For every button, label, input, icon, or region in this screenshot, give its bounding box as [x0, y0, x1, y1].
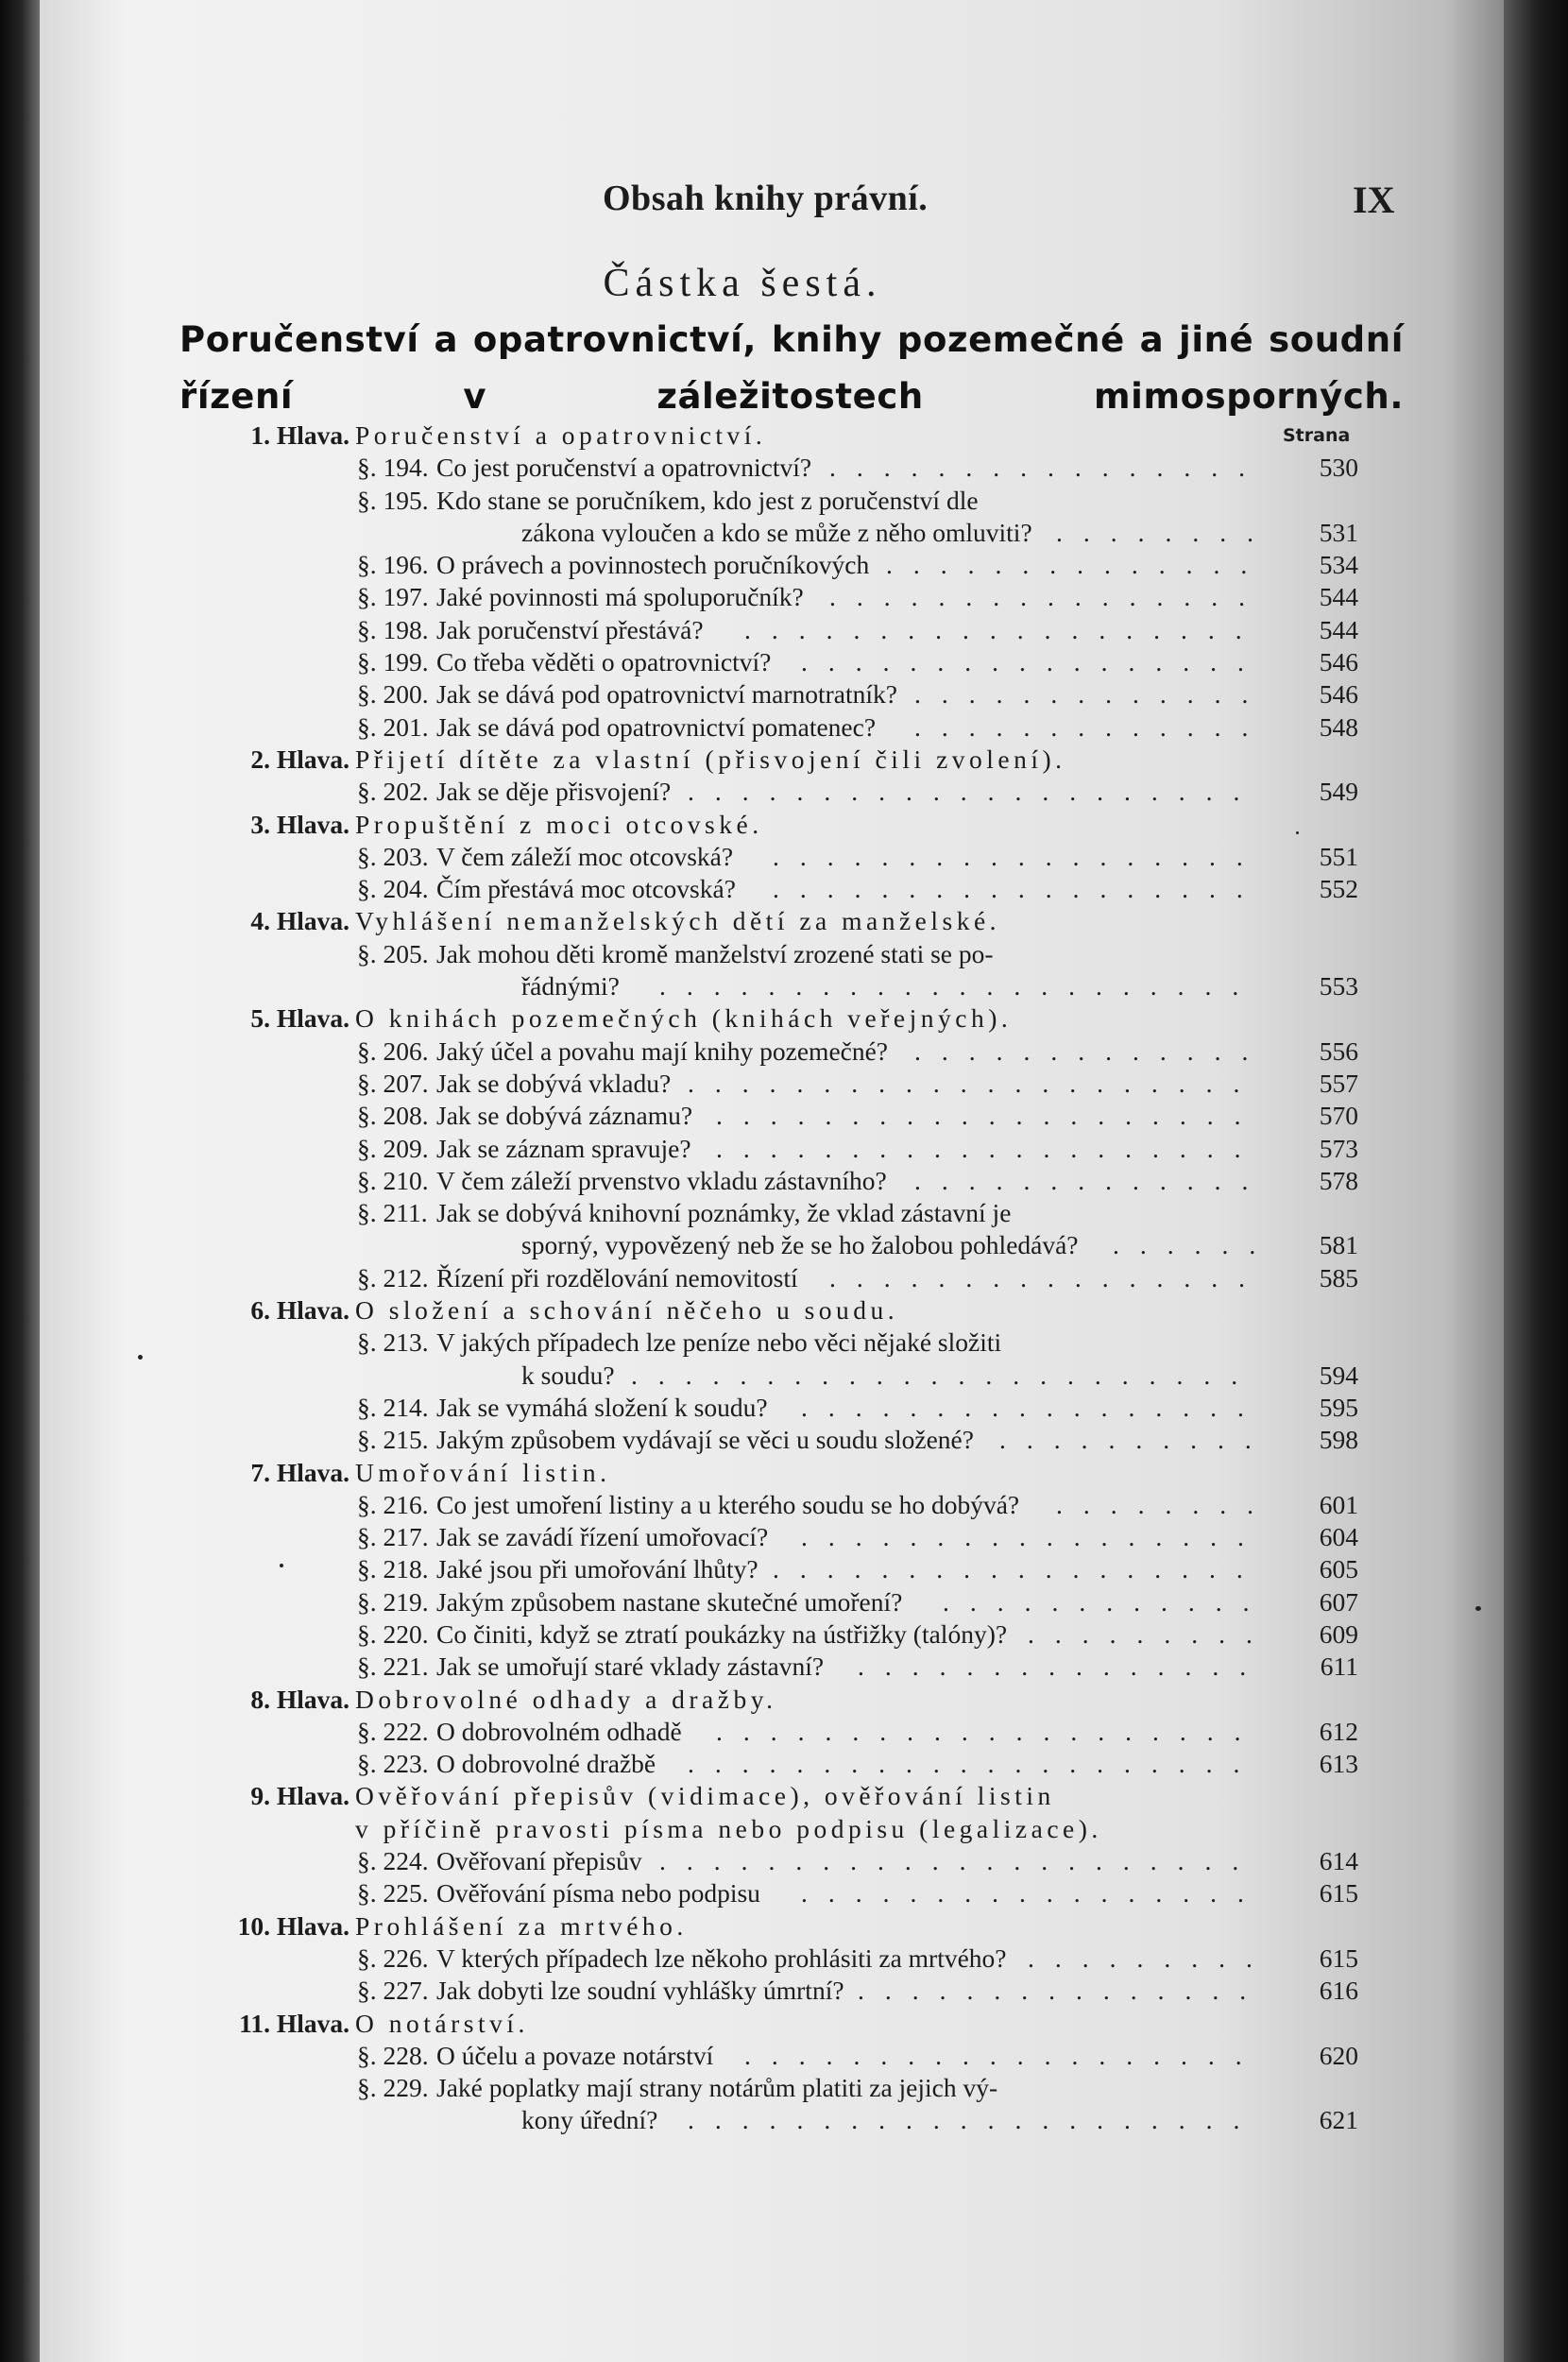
toc-row	[40, 1197, 1504, 1229]
section-title-continued: sporný, vypovězený neb že se ho žalobou pohledává?	[521, 1230, 1079, 1260]
section-page-number: 546	[1319, 679, 1358, 710]
page-number-roman: IX	[1353, 179, 1395, 221]
page-column-label: Strana	[1283, 425, 1351, 446]
toc-row	[40, 1457, 1504, 1489]
section-number: §. 215.	[357, 1425, 429, 1455]
chapter-number: 11. Hlava.	[239, 2008, 349, 2038]
section-title: Jak se děje přisvojení?	[436, 777, 672, 807]
toc-row	[40, 1165, 1504, 1197]
toc-row	[40, 841, 1504, 873]
toc-row	[40, 1586, 1504, 1618]
toc-row	[40, 1748, 1504, 1780]
section-number: §. 222.	[357, 1716, 429, 1746]
section-number: §. 205.	[357, 938, 429, 968]
section-title-continued: kony úřední?	[521, 2105, 658, 2135]
section-page-number: 578	[1319, 1165, 1358, 1195]
section-number: §. 219.	[357, 1586, 429, 1617]
toc-row	[40, 1036, 1504, 1068]
book-gutter-left	[0, 0, 40, 2362]
leader-dots: ......	[1113, 1230, 1277, 1260]
section-page-number: 615	[1319, 1878, 1358, 1908]
toc-row	[40, 1684, 1504, 1716]
toc-row	[40, 419, 1504, 452]
section-page-number: 594	[1319, 1360, 1358, 1390]
toc-row	[40, 744, 1504, 776]
section-title: Jak dobyti lze soudní vyhlášky úmrtní?	[436, 1976, 844, 2006]
leader-dots: .................	[801, 647, 1265, 677]
toc-row	[40, 809, 1504, 841]
chapter-title: O složení a schování něčeho u soudu.	[355, 1295, 899, 1326]
section-number: §. 226.	[357, 1943, 429, 1973]
section-number: §. 210.	[357, 1165, 429, 1195]
toc-row	[40, 581, 1504, 613]
section-page-number: 609	[1319, 1618, 1358, 1649]
chapter-title: O knihách pozemečných (knihách veřejných).	[355, 1003, 1013, 1034]
leader-dots: ....................	[716, 1133, 1262, 1163]
toc-row	[40, 1845, 1504, 1877]
leader-dots: .............	[914, 1165, 1270, 1195]
paper-speck	[138, 1355, 143, 1360]
leader-dots: .............	[914, 711, 1270, 742]
section-title: Jak se dává pod opatrovnictví marnotratník?	[436, 679, 897, 710]
section-page-number: 548	[1319, 711, 1358, 742]
section-page-number: 544	[1319, 614, 1358, 644]
chapter-title: Propuštění z moci otcovské.	[355, 809, 763, 839]
toc-row	[40, 1360, 1504, 1392]
section-number: §. 204.	[357, 874, 429, 904]
toc-row	[40, 549, 1504, 581]
section-title: Jak se dobývá knihovní poznámky, že vklad zástavní je	[436, 1198, 1012, 1228]
section-page-number: 556	[1319, 1036, 1358, 1066]
running-title: Obsah knihy právní.	[603, 179, 929, 218]
section-title: Ověřování písma nebo podpisu	[436, 1878, 760, 1908]
section-page-number: 551	[1319, 841, 1358, 871]
leader-dots: .................	[801, 1522, 1265, 1552]
leader-dots: ................	[829, 453, 1266, 483]
chapter-title: Umořování listin.	[355, 1457, 611, 1487]
toc-row	[40, 2104, 1504, 2136]
part-subtitle: Poručenství a opatrovnictví, knihy pozemečné a jiné soudní řízení v záležitostech mimosporných.	[179, 319, 1404, 417]
chapter-title: Ověřování přepisův (vidimace), ověřování listin	[355, 1781, 1055, 1811]
toc-row	[40, 1813, 1504, 1845]
section-title: O právech a povinnostech poručníkových	[436, 550, 870, 580]
section-page-number: 573	[1319, 1133, 1358, 1163]
toc-row	[40, 1910, 1504, 1943]
leader-dots: .......................	[631, 1360, 1259, 1390]
section-page-number: 607	[1319, 1586, 1358, 1617]
paper-speck	[1296, 831, 1299, 834]
toc-row	[40, 2072, 1504, 2104]
section-title: Jak mohou děti kromě manželství zrozené stati se po-	[436, 938, 994, 968]
toc-row	[40, 517, 1504, 549]
section-number: §. 212.	[357, 1262, 429, 1292]
toc-row	[40, 1326, 1504, 1359]
section-title: Co jest umoření listiny a u kterého soudu se ho dobývá?	[436, 1489, 1020, 1519]
paper-speck	[280, 1564, 283, 1567]
toc-row	[40, 1618, 1504, 1651]
toc-row	[40, 711, 1504, 744]
section-title-continued: zákona vyloučen a kdo se může z něho omluviti?	[521, 517, 1032, 547]
toc-row	[40, 970, 1504, 1002]
section-title: Jaké jsou při umořování lhůty?	[436, 1554, 758, 1584]
chapter-title: Dobrovolné odhady a dražby.	[355, 1684, 777, 1714]
section-number: §. 217.	[357, 1522, 429, 1552]
toc-row	[40, 614, 1504, 646]
chapter-title-continued: v příčině pravosti písma nebo podpisu (legalizace).	[355, 1813, 1102, 1843]
toc-row	[40, 1553, 1504, 1585]
section-title: Jak se zavádí řízení umořovací?	[436, 1522, 769, 1552]
section-page-number: 546	[1319, 647, 1358, 677]
section-title: Jak se záznam spravuje?	[436, 1133, 691, 1163]
toc-row	[40, 1424, 1504, 1456]
section-page-number: 549	[1319, 777, 1358, 807]
leader-dots: ...................	[744, 2040, 1263, 2070]
section-title-continued: k soudu?	[521, 1360, 615, 1390]
book-edge-right	[1504, 0, 1568, 2362]
section-title: Jaký účel a povahu mají knihy pozemečné?	[436, 1036, 889, 1066]
chapter-number: 8. Hlava.	[250, 1684, 349, 1714]
leader-dots: .....................	[688, 2105, 1261, 2135]
section-title: O účelu a povaze notárství	[436, 2040, 714, 2070]
section-number: §. 229.	[357, 2073, 429, 2103]
section-number: §. 202.	[357, 777, 429, 807]
leader-dots: .........	[1028, 1618, 1273, 1649]
leader-dots: ............	[943, 1586, 1270, 1617]
chapter-number: 9. Hlava.	[250, 1781, 349, 1811]
chapter-number: 5. Hlava.	[250, 1003, 349, 1034]
leader-dots: ................	[829, 1262, 1266, 1292]
section-title: O dobrovolném odhadě	[436, 1716, 682, 1746]
section-page-number: 557	[1319, 1068, 1358, 1098]
paper-speck	[1475, 1606, 1481, 1611]
leader-dots: ................	[829, 582, 1266, 612]
section-page-number: 553	[1319, 971, 1358, 1001]
toc-row	[40, 485, 1504, 517]
section-number: §. 224.	[357, 1846, 429, 1876]
section-page-number: 595	[1319, 1392, 1358, 1422]
section-title: Čím přestává moc otcovská?	[436, 874, 736, 904]
chapter-number: 6. Hlava.	[250, 1295, 349, 1326]
section-number: §. 200.	[357, 679, 429, 710]
toc-row	[40, 1943, 1504, 1975]
toc-row	[40, 678, 1504, 710]
toc-row	[40, 1229, 1504, 1261]
section-title: Jaké poplatky mají strany notárům platiti za jejich vý-	[436, 2073, 998, 2103]
section-title: Ověřovaní přepisův	[436, 1846, 642, 1876]
leader-dots: ..............	[886, 550, 1269, 580]
section-number: §. 196.	[357, 550, 429, 580]
book-page	[40, 0, 1504, 2362]
section-title: V čem záleží prvenstvo vkladu zástavního?	[436, 1165, 887, 1195]
section-title: V čem záleží moc otcovská?	[436, 841, 734, 871]
leader-dots: .........	[1028, 1943, 1273, 1973]
toc-row	[40, 1002, 1504, 1035]
leader-dots: ....................	[716, 1716, 1262, 1746]
leader-dots: .....................	[688, 1068, 1261, 1098]
section-title: V kterých případech lze někoho prohlásiti za mrtvého?	[436, 1943, 1007, 1973]
toc-row	[40, 938, 1504, 970]
toc-row	[40, 2040, 1504, 2072]
section-title: Jak se dobývá záznamu?	[436, 1101, 693, 1131]
chapter-title: Prohlášení za mrtvého.	[355, 1910, 688, 1941]
leader-dots: ...............	[858, 1976, 1268, 2006]
leader-dots: .............	[914, 1036, 1270, 1066]
section-title: Jakým způsobem vydávají se věci u soudu složené?	[436, 1425, 974, 1455]
leader-dots: .................	[801, 1392, 1265, 1422]
section-page-number: 620	[1319, 2040, 1358, 2070]
toc-row	[40, 1780, 1504, 1812]
chapter-number: 7. Hlava.	[250, 1457, 349, 1487]
section-number: §. 199.	[357, 647, 429, 677]
table-of-contents	[40, 419, 1504, 2137]
leader-dots: ..................	[773, 874, 1264, 904]
section-page-number: 611	[1320, 1652, 1358, 1682]
leader-dots: ...................	[744, 614, 1263, 644]
toc-row	[40, 905, 1504, 937]
section-number: §. 206.	[357, 1036, 429, 1066]
section-number: §. 203.	[357, 841, 429, 871]
section-title: Jak se umořují staré vklady zástavní?	[436, 1652, 825, 1682]
chapter-number: 3. Hlava.	[250, 809, 349, 839]
section-number: §. 216.	[357, 1489, 429, 1519]
section-number: §. 221.	[357, 1652, 429, 1682]
section-page-number: 612	[1319, 1716, 1358, 1746]
toc-row	[40, 1392, 1504, 1424]
toc-row	[40, 873, 1504, 905]
chapter-title: O notárství.	[355, 2008, 529, 2038]
section-page-number: 616	[1319, 1976, 1358, 2006]
section-page-number: 613	[1319, 1749, 1358, 1779]
toc-row	[40, 1294, 1504, 1326]
toc-row	[40, 1975, 1504, 2007]
section-title: Co činiti, když se ztratí poukázky na ústřižky (talóny)?	[436, 1618, 1008, 1649]
toc-row	[40, 1489, 1504, 1521]
section-page-number: 605	[1319, 1554, 1358, 1584]
leader-dots: ........	[1056, 517, 1274, 547]
leader-dots: .............	[914, 679, 1270, 710]
section-page-number: 552	[1319, 874, 1358, 904]
section-title: V jakých případech lze peníze nebo věci nějaké složiti	[436, 1327, 1002, 1358]
section-title: Co třeba věděti o opatrovnictví?	[436, 647, 772, 677]
section-number: §. 195.	[357, 485, 429, 515]
section-page-number: 581	[1319, 1230, 1358, 1260]
section-number: §. 213.	[357, 1327, 429, 1358]
section-number: §. 201.	[357, 711, 429, 742]
chapter-number: 2. Hlava.	[250, 744, 349, 774]
toc-row	[40, 1521, 1504, 1553]
toc-row	[40, 1262, 1504, 1294]
toc-row	[40, 1133, 1504, 1165]
section-title: Co jest poručenství a opatrovnictví?	[436, 453, 812, 483]
section-title: Jak se vymáhá složení k soudu?	[436, 1392, 768, 1422]
toc-row	[40, 1068, 1504, 1100]
section-number: §. 228.	[357, 2040, 429, 2070]
section-number: §. 223.	[357, 1749, 429, 1779]
section-number: §. 218.	[357, 1554, 429, 1584]
section-number: §. 214.	[357, 1392, 429, 1422]
section-number: §. 225.	[357, 1878, 429, 1908]
section-number: §. 209.	[357, 1133, 429, 1163]
section-page-number: 615	[1319, 1943, 1358, 1973]
section-page-number: 621	[1319, 2105, 1358, 2135]
section-title: Jak se dává pod opatrovnictví pomatenec?	[436, 711, 877, 742]
leader-dots: ......................	[659, 1846, 1260, 1876]
section-number: §. 194.	[357, 453, 429, 483]
section-number: §. 208.	[357, 1101, 429, 1131]
section-number: §. 220.	[357, 1618, 429, 1649]
leader-dots: ...............	[858, 1652, 1268, 1682]
section-number: §. 197.	[357, 582, 429, 612]
toc-row	[40, 776, 1504, 808]
section-title-continued: řádnými?	[521, 971, 620, 1001]
leader-dots: ......................	[659, 971, 1260, 1001]
chapter-title: Poručenství a opatrovnictví.	[355, 420, 767, 450]
toc-row	[40, 2008, 1504, 2040]
toc-row	[40, 1100, 1504, 1132]
section-title: Jak se dobývá vkladu?	[436, 1068, 672, 1098]
section-page-number: 544	[1319, 582, 1358, 612]
toc-row	[40, 646, 1504, 678]
section-number: §. 198.	[357, 614, 429, 644]
section-title: Kdo stane se poručníkem, kdo jest z poručenství dle	[436, 485, 979, 515]
leader-dots: ....................	[716, 1101, 1262, 1131]
section-title: Jakým způsobem nastane skutečné umoření?	[436, 1586, 903, 1617]
section-page-number: 531	[1319, 517, 1358, 547]
section-page-number: 570	[1319, 1101, 1358, 1131]
leader-dots: .................	[801, 1878, 1265, 1908]
part-title: Částka šestá.	[603, 262, 882, 305]
leader-dots: ..................	[773, 1554, 1264, 1584]
toc-row	[40, 452, 1504, 484]
section-page-number: 530	[1319, 453, 1358, 483]
section-title: Jaké povinnosti má spoluporučník?	[436, 582, 804, 612]
leader-dots: .....................	[688, 1749, 1261, 1779]
toc-row	[40, 1651, 1504, 1683]
toc-row	[40, 1877, 1504, 1909]
section-page-number: 614	[1319, 1846, 1358, 1876]
section-page-number: 534	[1319, 550, 1358, 580]
toc-row	[40, 1716, 1504, 1748]
chapter-number: 10. Hlava.	[237, 1910, 349, 1941]
section-page-number: 601	[1319, 1489, 1358, 1519]
chapter-title: Vyhlášení nemanželských dětí za manželské.	[355, 906, 1001, 936]
section-page-number: 598	[1319, 1425, 1358, 1455]
section-title: Řízení při rozdělování nemovitostí	[436, 1262, 798, 1292]
section-page-number: 604	[1319, 1522, 1358, 1552]
section-number: §. 207.	[357, 1068, 429, 1098]
leader-dots: ..........	[999, 1425, 1272, 1455]
chapter-title: Přijetí dítěte za vlastní (přisvojení čili zvolení).	[355, 744, 1066, 774]
section-title: Jak poručenství přestává?	[436, 614, 704, 644]
section-number: §. 211.	[357, 1198, 428, 1228]
section-number: §. 227.	[357, 1976, 429, 2006]
section-title: O dobrovolné dražbě	[436, 1749, 656, 1779]
leader-dots: ........	[1056, 1489, 1274, 1519]
leader-dots: .....................	[688, 777, 1261, 807]
leader-dots: ..................	[773, 841, 1264, 871]
section-page-number: 585	[1319, 1262, 1358, 1292]
chapter-number: 1. Hlava.	[250, 420, 349, 450]
chapter-number: 4. Hlava.	[250, 906, 349, 936]
